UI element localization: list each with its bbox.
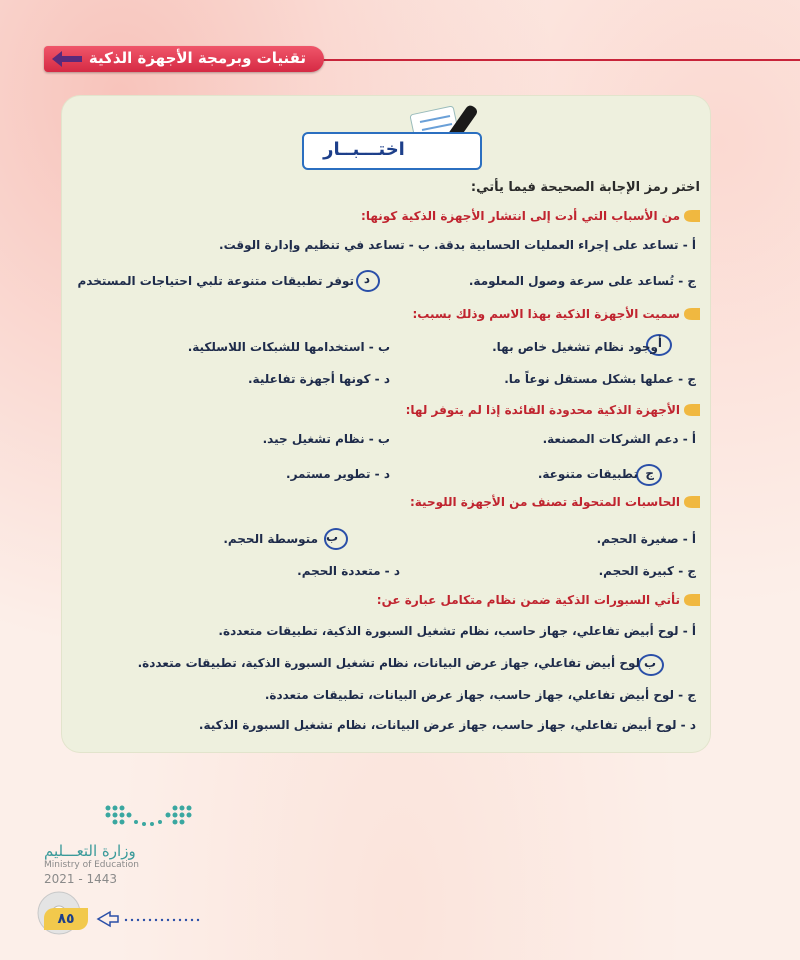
q2-option-b: ب - استخدامها للشبكات اللاسلكية. [187,340,390,354]
chapter-title: تقنيات وبرمجة الأجهزة الذكية [88,49,306,67]
question-4-text: الحاسبات المتحولة تصنف من الأجهزة اللوحية: [409,495,680,509]
q1-option-c: ج - تُساعد على سرعة وصول المعلومة. [468,274,696,288]
q4-option-d: د - متعددة الحجم. [297,564,400,578]
page-number: ٨٥ [44,908,88,930]
question-2-text: سميت الأجهزة الذكية بهذا الاسم وذلك بسبب: [412,307,680,321]
q2-option-d: د - كونها أجهزة تفاعلية. [248,372,390,386]
question-number-badge [682,494,702,510]
quiz-title: اختـــبــار [323,139,405,160]
ministry-name-english: Ministry of Education [44,860,139,870]
arrow-left-icon [52,51,82,67]
quiz-badge [302,132,482,170]
q5-option-b: لوح أبيض تفاعلي، جهاز عرض البيانات، نظام تشغيل السبورة الذكية، تطبيقات متعددة. [137,656,640,670]
q5-option-a: أ - لوح أبيض تفاعلي، جهاز حاسب، نظام تشغيل السبورة الذكية، تطبيقات متعددة. [218,624,696,638]
edition-year: 2021 - 1443 [44,872,118,886]
ministry-logo-icon [100,800,196,834]
question-3-text: الأجهزة الذكية محدودة الفائدة إذا لم يتوفر لها: [405,403,680,417]
q4-option-a: أ - صغيرة الحجم. [596,532,696,546]
q1-circled-label: د [363,272,370,286]
ministry-name-arabic: وزارة التعـــليم [44,842,136,860]
chapter-header-tab [44,46,324,72]
question-number-badge [682,402,702,418]
q1-option-b: ب - تساعد في تنظيم وإدارة الوقت. [219,238,430,252]
q5-option-c: ج - لوح أبيض تفاعلي، جهاز حاسب، جهاز عرض البيانات، تطبيقات متعددة. [264,688,696,702]
q3-option-a: أ - دعم الشركات المصنعة. [542,432,696,446]
q5-option-d: د - لوح أبيض تفاعلي، جهاز حاسب، جهاز عرض البيانات، نظام تشغيل السبورة الذكية. [198,718,696,732]
question-5-text: تأتي السبورات الذكية ضمن نظام متكامل عبارة عن: [376,593,680,607]
q3-option-b: ب - نظام تشغيل جيد. [262,432,390,446]
q3-circled-label: ج [645,466,654,480]
instructions: اختر رمز الإجابة الصحيحة فيما يأتي: [470,180,700,195]
q2-option-c: ج - عملها بشكل مستقل نوعاً ما. [504,372,696,386]
q1-option-a: أ - تساعد على إجراء العمليات الحسابية بدقة. [434,238,696,252]
page-arrow-icon [96,910,206,928]
q4-circled-label: ب [325,530,338,544]
q3-option-c: تطبيقات متنوعة. [537,467,638,481]
q5-circled-label: ب [643,656,656,670]
q1-option-d: توفر تطبيقات متنوعة تلبي احتياجات المستخدم [77,274,354,288]
q4-option-c: ج - كبيرة الحجم. [598,564,696,578]
q2-circled-label: أ [657,336,662,350]
q3-option-d: د - تطوير مستمر. [286,467,390,481]
question-number-badge [682,208,702,224]
q4-option-b: متوسطة الحجم. [223,532,318,546]
question-number-badge [682,306,702,322]
question-number-badge [682,592,702,608]
question-1-text: من الأسباب التي أدت إلى انتشار الأجهزة الذكية كونها: [361,209,680,223]
q2-option-a: وجود نظام تشغيل خاص بها. [492,340,658,354]
